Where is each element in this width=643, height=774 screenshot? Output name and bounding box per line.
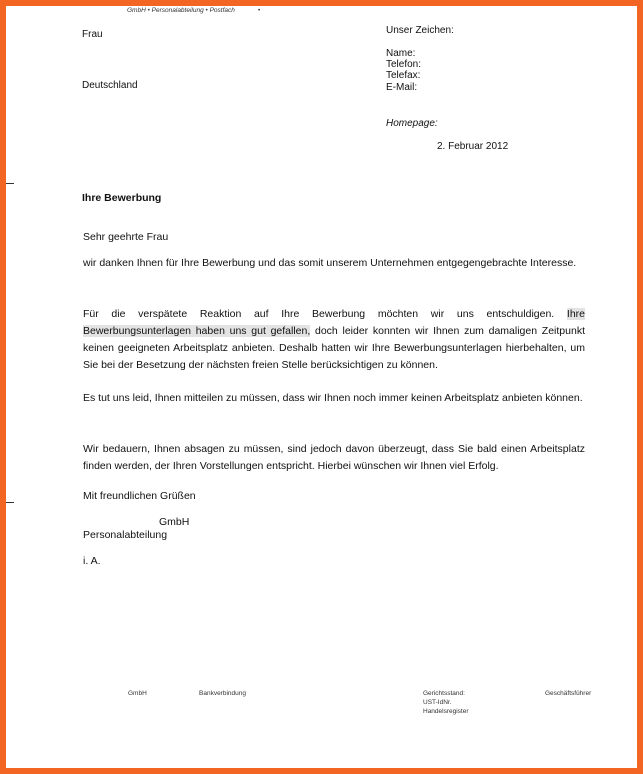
homepage-label: Homepage: (386, 118, 438, 129)
footer-gerichtsstand: Gerichtsstand: (423, 690, 465, 697)
letter-closing: Mit freundlichen Grüßen (83, 490, 196, 502)
telefax-label: Telefax: (386, 70, 421, 81)
paragraph-2-part-b: doch leider konnten wir Ihnen zum damaligen Zeitpunkt keinen geeigneten Arbeitsplatz anbieten. Deshalb hatten wir Ihre Bewerbungsunterlagen hierbehalten, um Sie bei der Besetzung der nächsten freien Stelle berücksichtigen zu können. (83, 325, 585, 371)
recipient-salutation: Frau (82, 29, 103, 40)
sender-line-bullet: • (258, 7, 261, 14)
letter-greeting: Sehr geehrte Frau (83, 231, 169, 243)
paragraph-2 (83, 306, 585, 374)
footer-handelsregister: Handelsregister (423, 708, 469, 715)
paragraph-1: wir danken Ihnen für Ihre Bewerbung und das somit unserem Unternehmen entgegengebrachte Interesse. (83, 257, 577, 269)
footer-geschaeftsfuehrer: Geschäftsführer (545, 690, 592, 697)
signature-department: Personalabteilung (83, 529, 168, 541)
letter-date: 2. Februar 2012 (437, 141, 509, 152)
telefon-label: Telefon: (386, 59, 422, 70)
signature-ia: i. A. (83, 555, 101, 567)
name-label: Name: (386, 48, 416, 59)
paragraph-2-highlight: Ihre Bewerbungsunterlagen haben uns gut gefallen, (83, 308, 585, 337)
unser-zeichen-label: Unser Zeichen: (386, 25, 454, 36)
fold-mark-bottom (6, 502, 14, 503)
signature-company: GmbH (159, 516, 190, 528)
letter-subject: Ihre Bewerbung (82, 192, 162, 204)
recipient-country: Deutschland (82, 80, 138, 91)
footer-ust: UST-IdNr. (423, 699, 452, 706)
sender-line: GmbH • Personalabteilung • Postfach (127, 7, 235, 14)
paragraph-4: Wir bedauern, Ihnen absagen zu müssen, sind jedoch davon überzeugt, dass Sie bald einen Arbeitsplatz finden werden, der Ihren Vorstellungen entspricht. Hierbei wünschen wir Ihnen viel Erfolg. (83, 443, 585, 472)
email-label: E-Mail: (386, 82, 418, 93)
paragraph-3: Es tut uns leid, Ihnen mitteilen zu müssen, dass wir Ihnen noch immer keinen Arbeitsplatz anbieten können. (83, 392, 583, 404)
footer-gmbh: GmbH (128, 690, 147, 697)
footer-bank: Bankverbindung (199, 690, 246, 697)
fold-mark-top (6, 183, 14, 184)
paragraph-2-part-a: Für die verspätete Reaktion auf Ihre Bewerbung möchten wir uns entschuldigen. (83, 308, 567, 320)
